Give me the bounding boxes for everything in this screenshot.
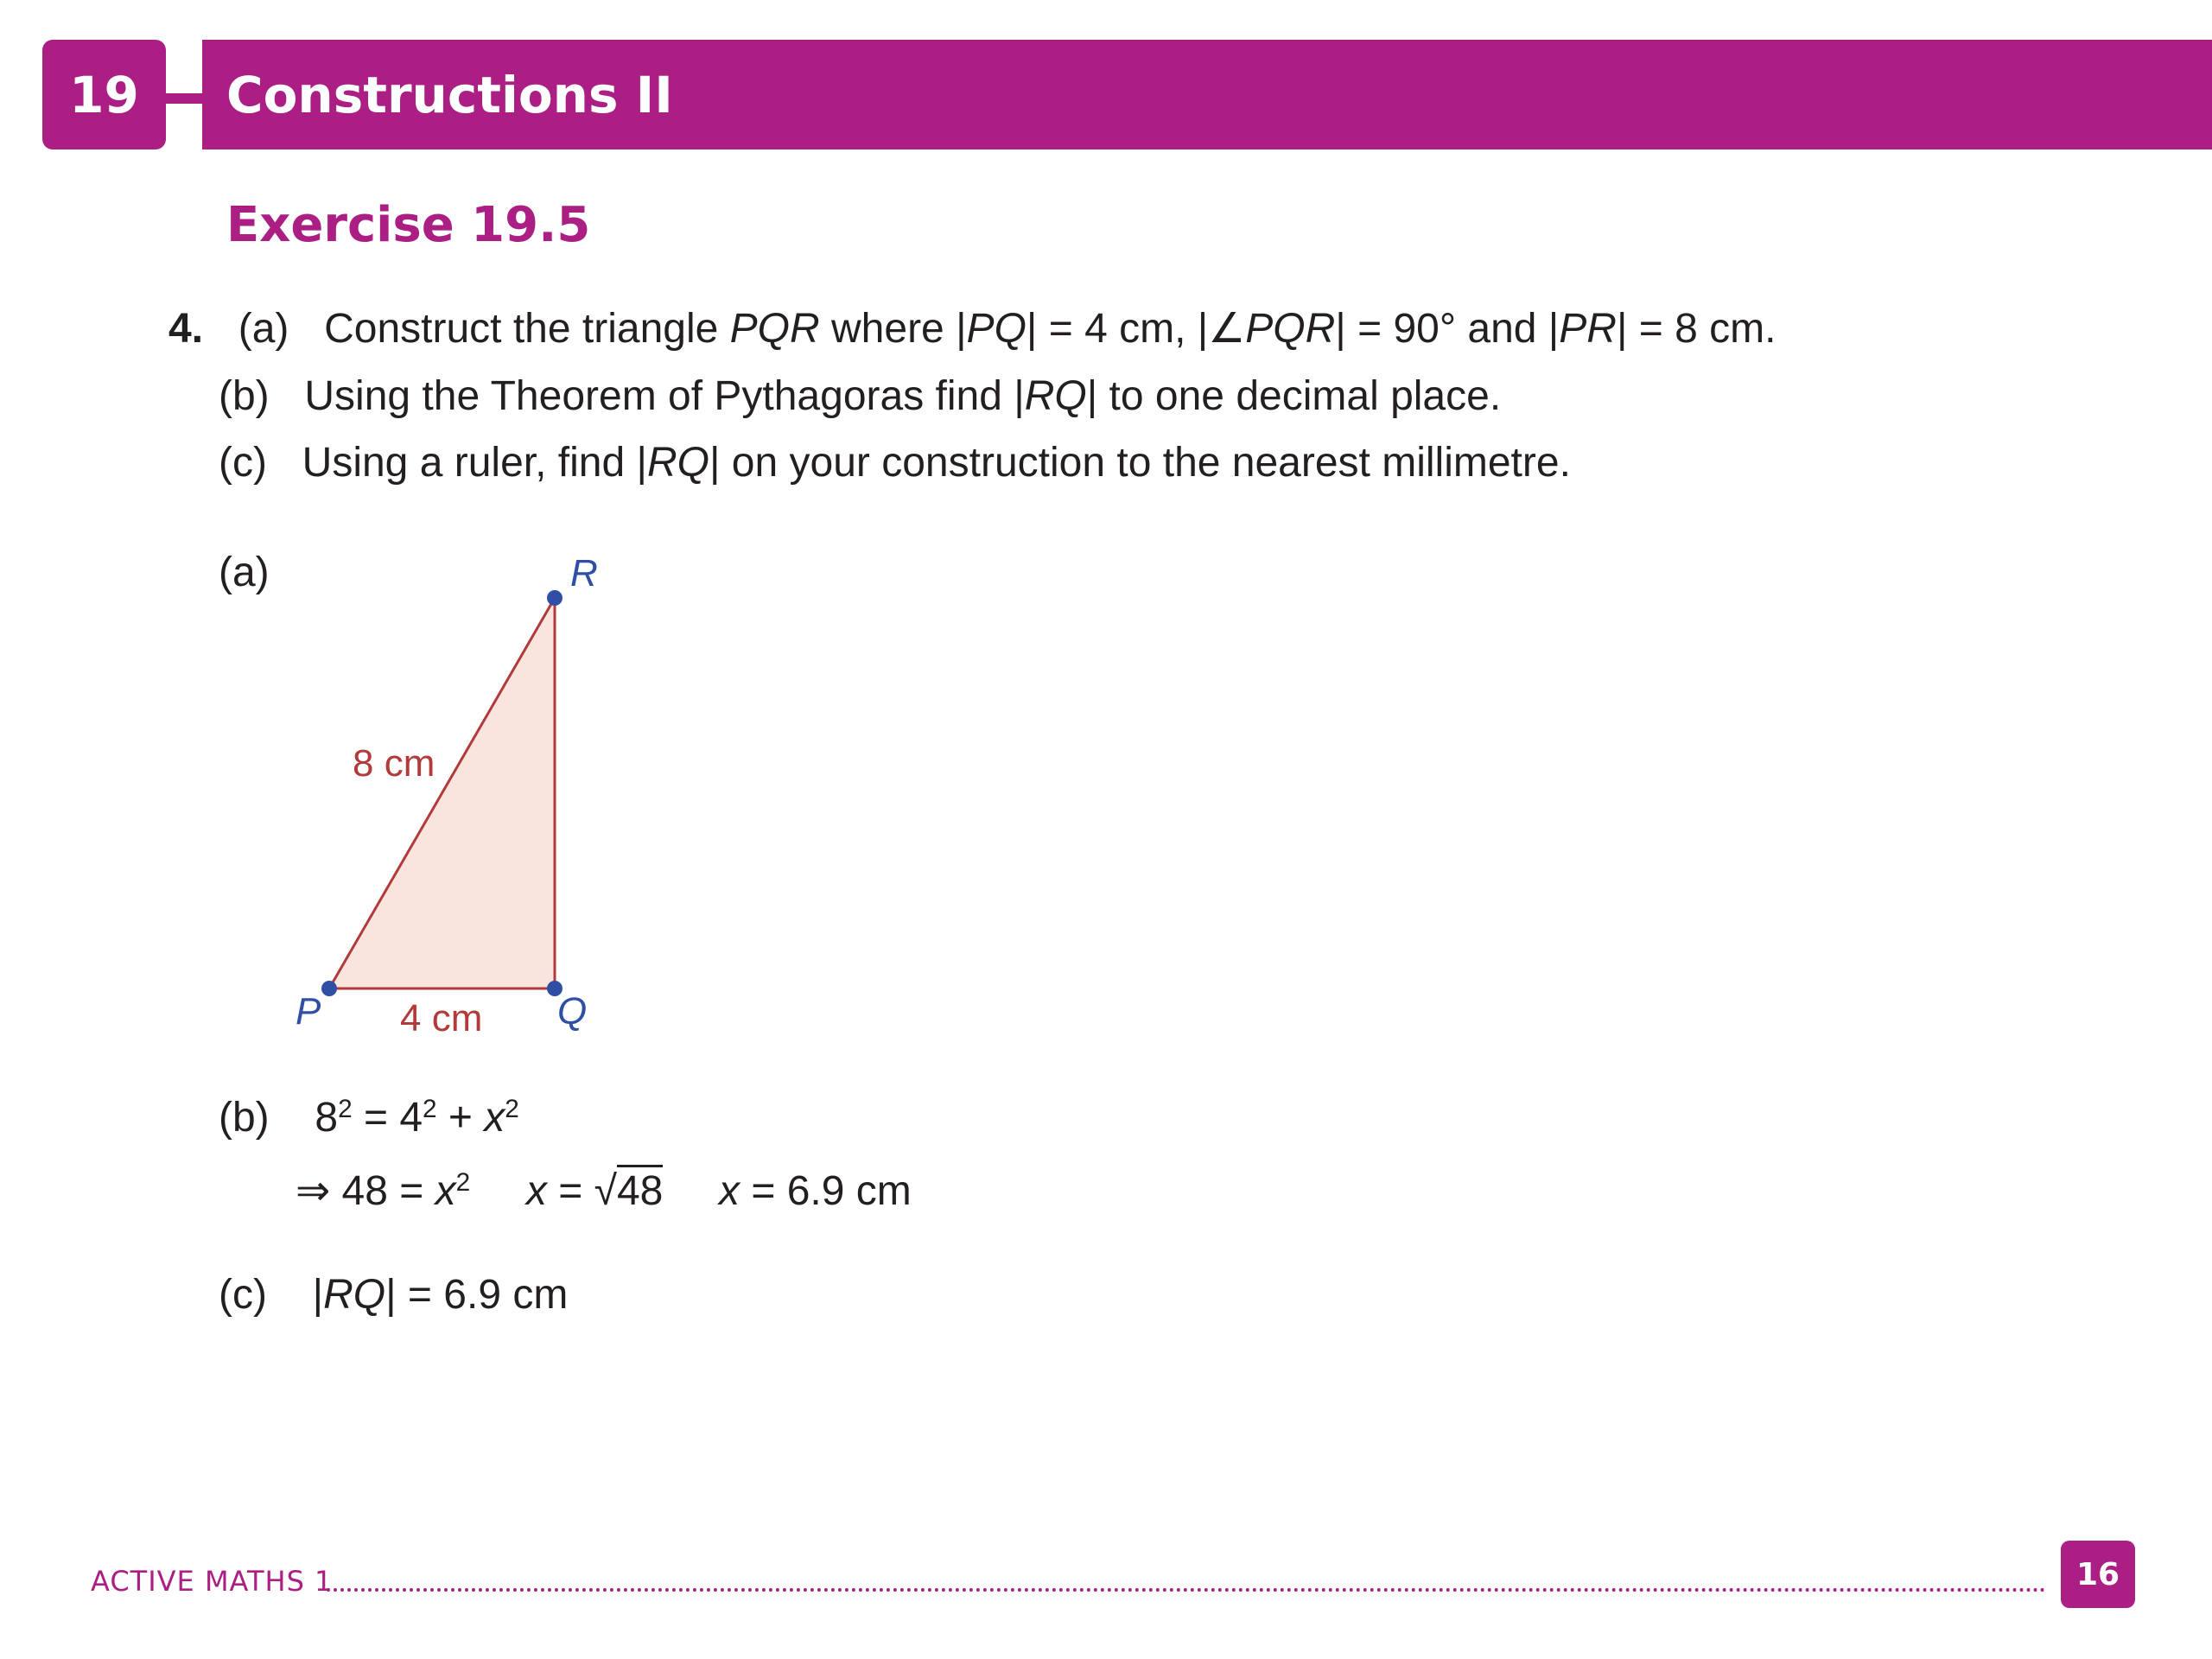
triangle-pqr <box>329 598 555 988</box>
math-var: PQ <box>966 306 1027 352</box>
question-number: 4. <box>168 306 204 352</box>
part-label: (c) <box>219 440 267 486</box>
solution-part-b <box>219 1094 519 1141</box>
sqrt-sign: √ <box>594 1168 617 1214</box>
math-var: PQR <box>1245 306 1336 352</box>
exponent: 2 <box>338 1094 353 1123</box>
math-var: PR <box>1559 306 1617 352</box>
question-text: | = 4 cm, |∠ <box>1026 306 1246 352</box>
eq-text: + <box>436 1095 485 1141</box>
part-label: (a) <box>238 306 289 352</box>
vertex-label-r: R <box>570 552 598 594</box>
math-var: RQ <box>646 440 709 486</box>
question-text: Using the Theorem of Pythagoras find | <box>304 373 1025 419</box>
eq-text: 8 <box>315 1095 339 1141</box>
question-text: | = 8 cm. <box>1616 306 1777 352</box>
page-number-badge: 16 <box>2061 1541 2135 1608</box>
point-p <box>321 981 337 996</box>
eq-text: | <box>312 1272 324 1318</box>
math-var: x <box>719 1168 741 1214</box>
math-var: x <box>525 1168 547 1214</box>
side-label-pq: 4 cm <box>400 997 483 1039</box>
question-text: | = 90° and | <box>1335 306 1560 352</box>
question-text: where | <box>819 306 967 352</box>
implies-arrow: ⇒ <box>296 1168 331 1214</box>
part-label: (b) <box>219 373 270 419</box>
math-var: x <box>435 1168 456 1214</box>
part-label: (c) <box>219 1272 267 1318</box>
footer-brand: ACTIVE MATHS 1 <box>91 1565 334 1598</box>
solution-label-a: (a) <box>219 550 270 595</box>
eq-text: = 6.9 cm <box>740 1168 912 1214</box>
solution-part-c <box>219 1274 568 1316</box>
eq-text: | = 6.9 cm <box>385 1272 569 1318</box>
side-label-pr: 8 cm <box>353 742 435 785</box>
eq-text: = <box>546 1168 594 1214</box>
eq-text: = 4 <box>352 1095 423 1141</box>
exercise-title: Exercise 19.5 <box>226 197 591 253</box>
math-var: RQ <box>1024 373 1087 419</box>
part-label: (b) <box>219 1095 270 1141</box>
exponent: 2 <box>505 1094 519 1123</box>
solution-part-b-working <box>296 1167 912 1214</box>
question-text: | to one decimal place. <box>1086 373 1502 419</box>
math-var: x <box>484 1095 505 1141</box>
chapter-number-badge: 19 <box>42 40 166 149</box>
vertex-label-p: P <box>296 990 321 1033</box>
exponent: 2 <box>423 1094 437 1123</box>
point-r <box>547 590 563 606</box>
math-var: RQ <box>323 1272 386 1318</box>
question-text: Construct the triangle <box>324 306 730 352</box>
eq-text: 48 = <box>330 1168 435 1214</box>
chapter-title: Constructions II <box>226 65 673 124</box>
sqrt-radicand: 48 <box>617 1165 663 1214</box>
question-text: Using a ruler, find | <box>302 440 647 486</box>
footer-dotted-rule <box>327 1588 2046 1592</box>
math-var: PQR <box>729 306 820 352</box>
exponent: 2 <box>455 1167 471 1197</box>
vertex-label-q: Q <box>557 990 588 1033</box>
question-text: | on your construction to the nearest millimetre. <box>709 440 1571 486</box>
